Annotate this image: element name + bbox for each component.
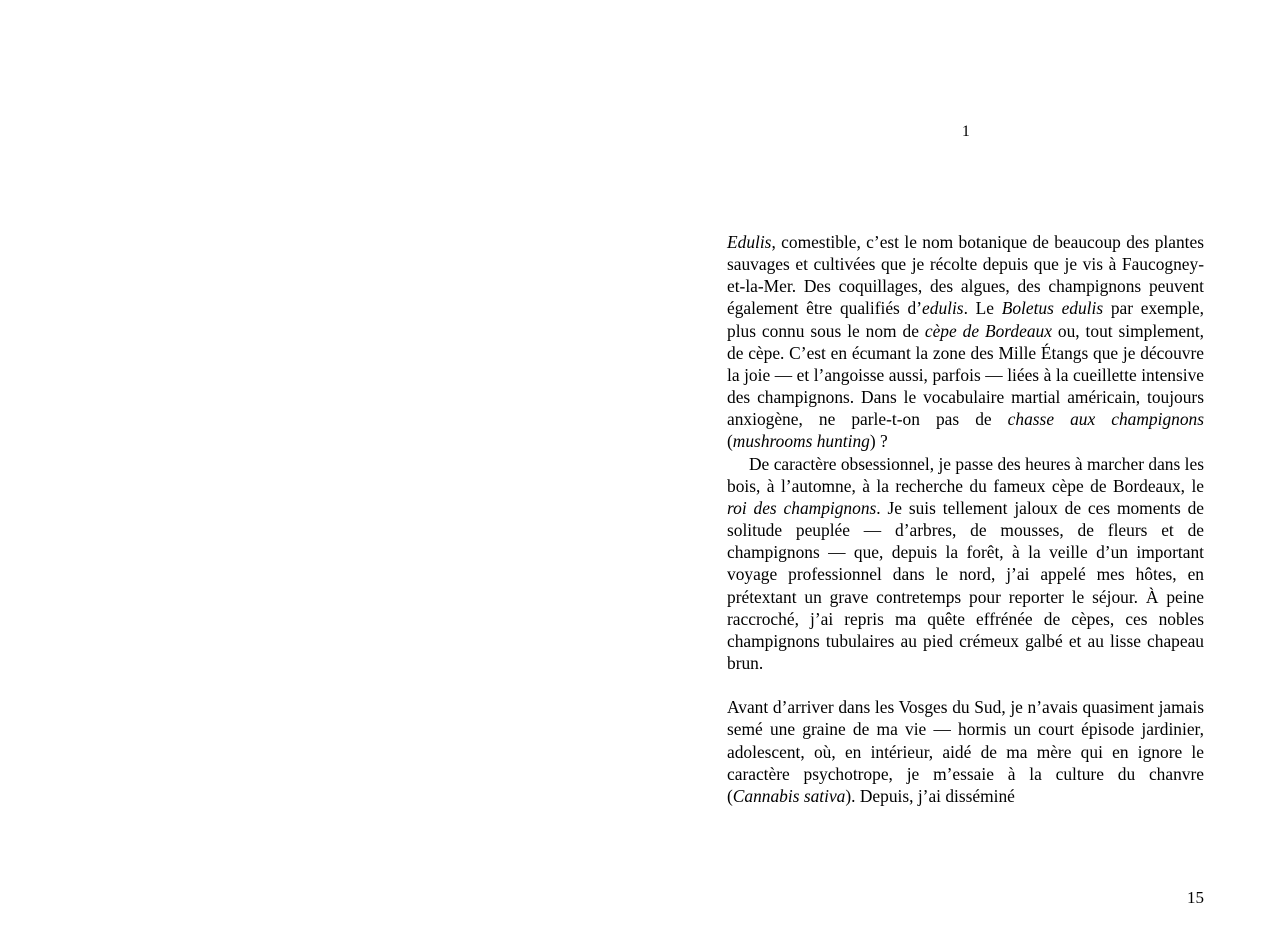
text-run: Avant d’arriver dans les Vosges du Sud, je n’avais quasiment jamais semé une graine de ma vie — hormis un court épisode jardinier, adolescent, où, en intérieur, aidé de ma mère qui en ignore le caractère psychotrope, je m’essaie à la culture du chanvre (: [727, 697, 1204, 806]
paragraph-p2: [727, 453, 1204, 675]
italic-run: roi des champignons: [727, 497, 877, 518]
paragraph-p3: [727, 696, 1204, 807]
text-run: . Le: [963, 298, 1002, 319]
body-text-column: [727, 231, 1204, 807]
italic-run: Boletus edulis: [1001, 298, 1104, 319]
italic-run: cèpe de Bordeaux: [924, 320, 1052, 341]
text-run: ) ?: [869, 431, 888, 452]
page-folio: 15: [1187, 888, 1204, 907]
italic-run: Cannabis sativa: [732, 785, 846, 806]
text-run: (: [727, 431, 733, 452]
text-run: par exemple, plus connu sous le nom de: [727, 298, 1205, 341]
text-run: ou, tout simplement, de cèpe. C’est en écumant la zone des Mille Étangs que je découvre la joie — et l’angoisse aussi, parfois — liées à la cueillette intensive des champignons. Dans le vocabulaire martial américain, toujours anxiogène, ne parle-t-on pas de: [727, 320, 1205, 430]
italic-run: Edulis: [727, 232, 772, 252]
italic-run: mushrooms hunting: [732, 431, 870, 452]
italic-run: chasse aux champignons: [1007, 409, 1204, 430]
text-run: , comestible, c’est le nom botanique de beaucoup des plantes sauvages et cultivées que je récolte depuis que je vis à Faucogney-et-la-Mer. Des coquillages, des algues, des champignons peuvent également être qualifiés d’: [727, 232, 1204, 319]
italic-run: edulis: [922, 298, 964, 319]
text-run: ). Depuis, j’ai disséminé: [845, 785, 1015, 806]
text-run: De caractère obsessionnel, je passe des heures à marcher dans les bois, à l’automne, à la recherche du fameux cèpe de Bordeaux, le: [727, 453, 1204, 496]
paragraph-p1: [727, 231, 1204, 453]
chapter-number: 1: [961, 123, 971, 140]
text-run: . Je suis tellement jaloux de ces moments de solitude peuplée — d’arbres, de mousses, de fleurs et de champignons — que, depuis la forêt, à la veille d’un important voyage professionnel dans le nord, j’ai appelé mes hôtes, en prétextant un grave contretemps pour reporter le séjour. À peine raccroché, j’ai repris ma quête effrénée de cèpes, ces nobles champignons tubulaires au pied crémeux galbé et au lisse chapeau brun.: [727, 497, 1204, 673]
